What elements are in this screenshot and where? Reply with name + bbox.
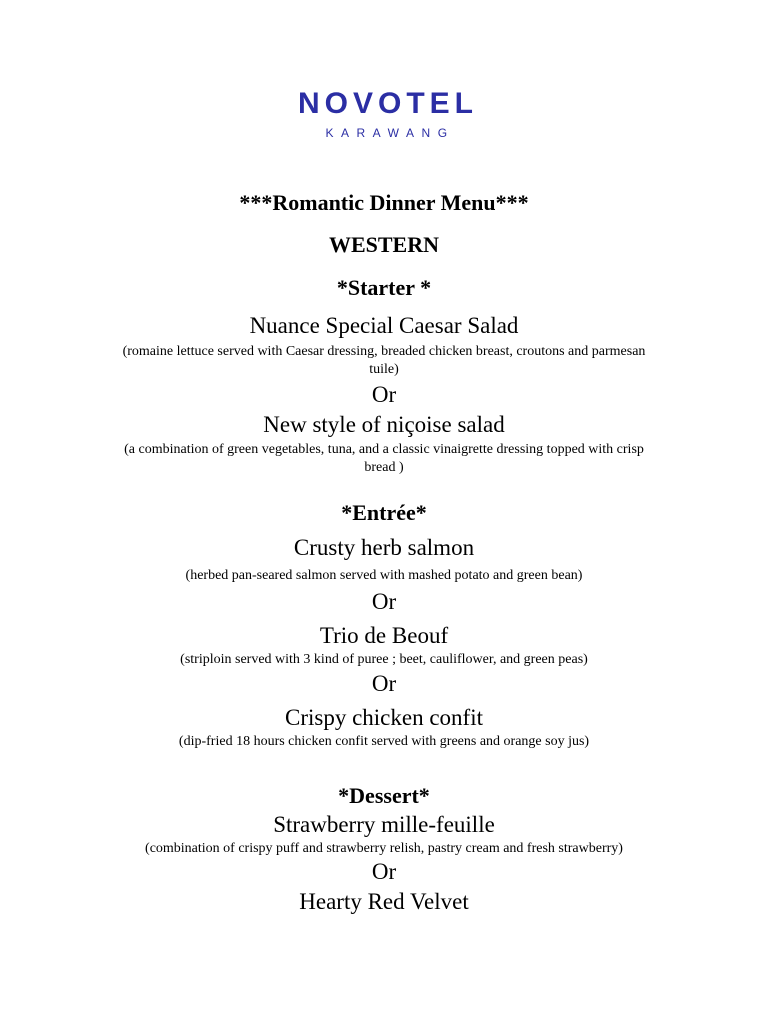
novotel-logo: NOVOTEL [297,87,478,120]
dessert-item-name: Strawberry mille-feuille [273,812,495,837]
entree-item-name: Crispy chicken confit [284,705,483,730]
starter-item-desc: (a combination of green vegetables, tuna, and a classic vinaigrette dressing topped with crisp [124,442,644,457]
cuisine-heading: WESTERN [328,232,440,257]
entree-item-name: Trio de Beouf [319,623,449,648]
entree-heading: *Entrée* [341,500,427,525]
dessert-item-desc: (combination of crispy puff and strawberry relish, pastry cream and fresh strawberry) [145,841,623,856]
menu-title: ***Romantic Dinner Menu*** [239,190,529,215]
entree-item-name: Crusty herb salmon [293,535,475,560]
entree-item-desc: (striploin served with 3 kind of puree ; beet, cauliflower, and green peas) [180,652,588,667]
entree-item-desc: (dip-fried 18 hours chicken confit served with greens and orange soy jus) [178,734,590,749]
entree-item-desc: (herbed pan-seared salmon served with mashed potato and green bean) [185,568,583,583]
starter-item-name: Nuance Special Caesar Salad [249,313,519,338]
or-separator: Or [371,671,397,696]
or-separator: Or [371,589,397,614]
starter-heading: *Starter * [336,275,432,300]
dessert-item-name: Hearty Red Velvet [299,889,469,914]
starter-item-desc: (romaine lettuce served with Caesar dressing, breaded chicken breast, croutons and parmesan [122,344,646,359]
starter-item-name: New style of niçoise salad [263,412,505,437]
starter-item-desc-cont: tuile) [369,362,399,377]
dessert-heading: *Dessert* [338,783,430,808]
logo-location: KARAWANG [325,126,455,140]
starter-item-desc-cont: bread ) [364,460,404,475]
or-separator: Or [371,382,397,407]
or-separator: Or [371,859,397,884]
